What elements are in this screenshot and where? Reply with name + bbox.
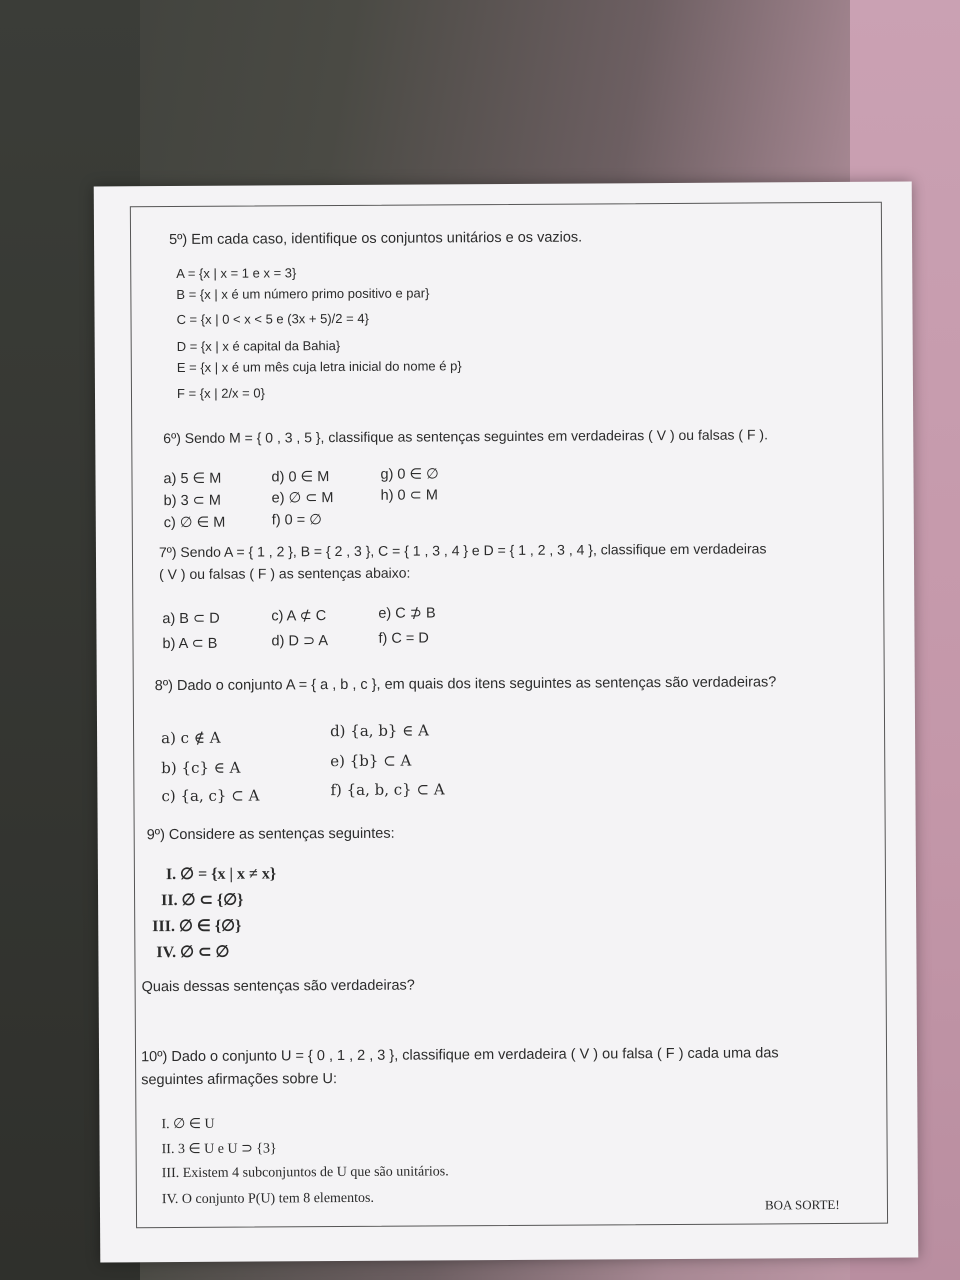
q7-item-d: d) D ⊃ A xyxy=(271,633,329,650)
q6-title: 6º) Sendo M = { 0 , 3 , 5 }, classifique as sentenças seguintes em verdadeiras ( V ) ou falsas ( F ). xyxy=(163,426,768,447)
q9-item-i: I. ∅ = {x | x ≠ x} xyxy=(165,865,277,884)
q8-item-d: d) {a, b} ∈ A xyxy=(329,721,429,741)
footer-good-luck: BOA SORTE! xyxy=(764,1196,840,1213)
q5-item-a: A = {x | x = 1 e x = 3} xyxy=(176,265,297,282)
q9-title: 9º) Considere as sentenças seguintes: xyxy=(146,825,395,844)
q6-item-e: e) ∅ ⊂ M xyxy=(271,490,334,507)
q6-item-d: d) 0 ∈ M xyxy=(271,469,330,486)
q10-item-iv: IV. O conjunto P(U) tem 8 elementos. xyxy=(161,1190,374,1208)
q10-item-i: I. ∅ ∈ U xyxy=(161,1116,215,1133)
q7-item-a: a) B ⊂ D xyxy=(162,610,220,628)
q7-item-e: e) C ⊅ B xyxy=(378,605,436,622)
q10-title-line1: 10º) Dado o conjunto U = { 0 , 1 , 2 , 3 }, classifique em verdadeira ( V ) ou falsa ( F ) cada uma das xyxy=(140,1045,779,1066)
q10-title-line2: seguintes afirmações sobre U: xyxy=(141,1071,338,1089)
q7-item-b: b) A ⊂ B xyxy=(162,635,218,653)
q5-item-c: C = {x | 0 < x < 5 e (3x + 5)/2 = 4} xyxy=(176,310,369,328)
q6-item-h: h) 0 ⊂ M xyxy=(380,487,438,504)
q9-item-ii: II. ∅ ⊂ {∅} xyxy=(161,891,244,910)
q6-item-g: g) 0 ∈ ∅ xyxy=(380,466,439,483)
q7-item-f: f) C = D xyxy=(378,630,429,647)
q8-item-f: f) {a, b, c} ⊂ A xyxy=(330,780,445,800)
q10-item-iii: III. Existem 4 subconjuntos de U que são unitários. xyxy=(161,1164,449,1182)
q10-item-ii: II. 3 ∈ U e U ⊃ {3} xyxy=(161,1141,277,1158)
q8-item-a: a) c ∉ A xyxy=(161,728,221,748)
q7-title-line1: 7º) Sendo A = { 1 , 2 }, B = { 2 , 3 }, C = { 1 , 3 , 4 } e D = { 1 , 2 , 3 , 4 }, classifique em verdadeiras xyxy=(158,540,767,561)
q7-title-line2: ( V ) ou falsas ( F ) as sentenças abaixo: xyxy=(159,564,411,583)
q8-title: 8º) Dado o conjunto A = { a , b , c }, em quais dos itens seguintes as sentenças são verdadeiras? xyxy=(154,674,777,695)
q5-item-e: E = {x | x é um mês cuja letra inicial do nome é p} xyxy=(176,358,462,376)
exam-sheet xyxy=(94,182,919,1263)
q6-item-c: c) ∅ ∈ M xyxy=(163,514,226,532)
q9-question: Quais dessas sentenças são verdadeiras? xyxy=(141,977,415,996)
q5-item-d: D = {x | x é capital da Bahia} xyxy=(176,338,341,355)
q7-item-c: c) A ⊄ C xyxy=(271,608,327,625)
q6-item-f: f) 0 = ∅ xyxy=(271,512,322,529)
q5-item-b: B = {x | x é um número primo positivo e par} xyxy=(176,285,430,303)
q6-item-a: a) 5 ∈ M xyxy=(163,470,222,488)
q6-item-b: b) 3 ⊂ M xyxy=(163,492,221,510)
q9-item-iii: III. ∅ ∈ {∅} xyxy=(152,917,242,936)
q8-item-b: b) {c} ∈ A xyxy=(161,758,241,778)
q5-title: 5º) Em cada caso, identifique os conjuntos unitários e os vazios. xyxy=(169,229,583,249)
q8-item-e: e) {b} ⊂ A xyxy=(330,751,412,771)
q5-item-f: F = {x | 2/x = 0} xyxy=(176,385,265,402)
q9-item-iv: IV. ∅ ⊂ ∅ xyxy=(156,943,230,962)
q8-item-c: c) {a, c} ⊂ A xyxy=(161,786,260,806)
